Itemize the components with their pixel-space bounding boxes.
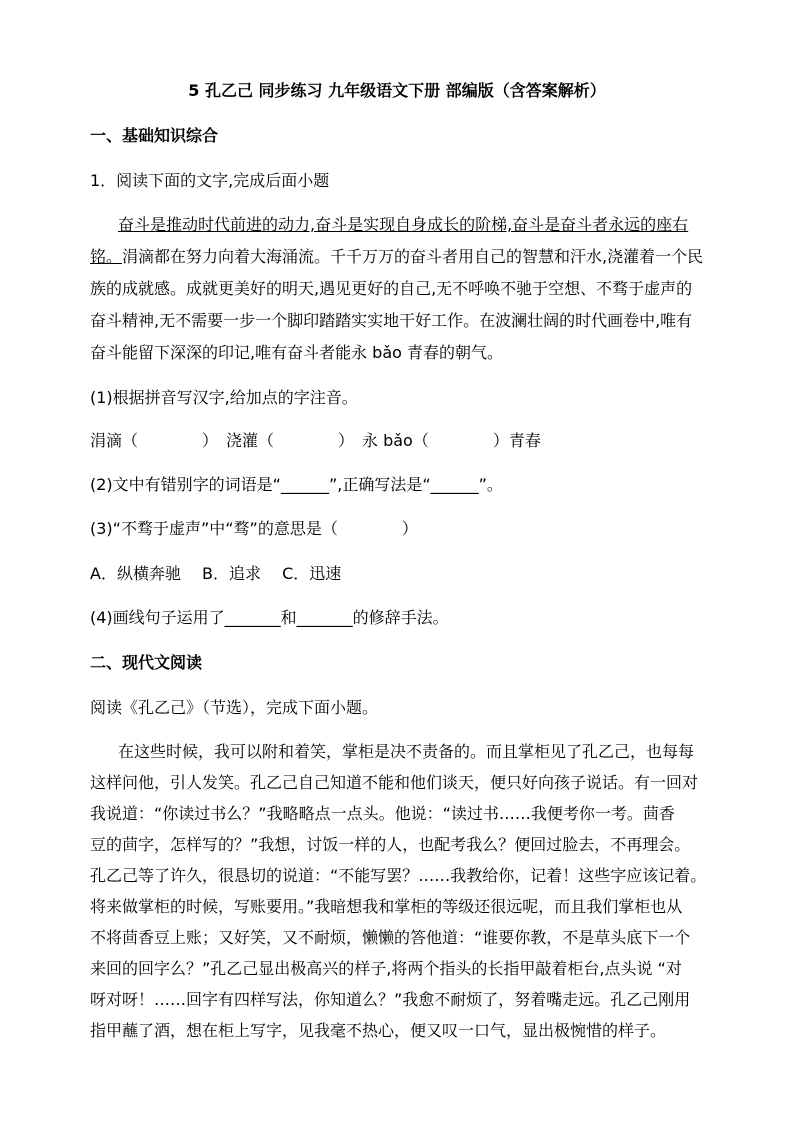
reading-line-8: 来回的回字么？”孔乙己显出极高兴的样子,将两个指头的长指甲敲着柜台,点头说 “对 xyxy=(90,959,682,978)
subquestion-1-blanks: 涓滴（ ） 浇灌（ ） 永 bǎo（ ）青春 xyxy=(90,431,541,450)
passage-line-4: 奋斗精神,无不需要一步一个脚印踏踏实实地干好工作。在波澜壮阔的时代画卷中,唯有 xyxy=(90,311,693,330)
subquestion-3-options: A．纵横奔驰 B．追求 C．迅速 xyxy=(90,564,342,583)
section-heading-2: 二、现代文阅读 xyxy=(90,653,203,672)
reading-line-3: 我说道：“你读过书么？”我略略点一点头。他说：“读过书……我便考你一考。茴香 xyxy=(90,804,675,823)
passage-line-2-text: 涓滴都在努力向着大海涌流。千千万万的奋斗者用自己的智慧和汗水,浇灌着一个民 xyxy=(122,247,704,266)
subquestion-4: (4)画线句子运用了_______和_______的修辞手法。 xyxy=(90,608,449,627)
reading-line-6: 将来做掌柜的时候，写账要用。”我暗想我和掌柜的等级还很远呢，而且我们掌柜也从 xyxy=(90,897,683,916)
reading-line-2: 这样问他，引人发笑。孔乙己自己知道不能和他们谈天，便只好向孩子说话。有一回对 xyxy=(90,773,699,792)
question-1: 1．阅读下面的文字,完成后面小题 xyxy=(90,171,330,190)
passage-underlined-end: 铭。 xyxy=(90,247,123,266)
reading-intro: 阅读《孔乙己》（节选），完成下面小题。 xyxy=(90,698,379,717)
section-heading-1: 一、基础知识综合 xyxy=(90,126,219,145)
passage-line-5: 奋斗能留下深深的印记,唯有奋斗者能永 bǎo 青春的朝气。 xyxy=(90,343,504,362)
reading-line-7: 不将茴香豆上账；又好笑，又不耐烦，懒懒的答他道：“谁要你教，不是草头底下一个 xyxy=(90,928,691,947)
reading-line-10: 指甲蘸了酒，想在柜上写字，见我毫不热心，便又叹一口气，显出极惋惜的样子。 xyxy=(90,1021,667,1040)
page-title: 5 孔乙己 同步练习 九年级语文下册 部编版（含答案解析） xyxy=(188,81,606,100)
reading-line-4: 豆的茴字，怎样写的？”我想，讨饭一样的人，也配考我么？便回过脸去，不再理会。 xyxy=(90,835,691,854)
reading-line-1: 在这些时候，我可以附和着笑，掌柜是决不责备的。而且掌柜见了孔乙己，也每每 xyxy=(118,742,695,761)
passage-underlined-sentence: 奋斗是推动时代前进的动力,奋斗是实现自身成长的阶梯,奋斗是奋斗者永远的座右 xyxy=(118,215,689,234)
passage-line-3: 族的成就感。成就更美好的明天,遇见更好的自己,无不呼唤不驰于空想、不骛于虚声的 xyxy=(90,279,693,298)
subquestion-1: (1)根据拼音写汉字,给加点的字注音。 xyxy=(90,388,358,407)
subquestion-3: (3)“不骛于虚声”中“骛”的意思是（ ） xyxy=(90,519,418,538)
reading-line-9: 呀对呀！……回字有四样写法，你知道么？”我愈不耐烦了，努着嘴走远。孔乙己刚用 xyxy=(90,990,691,1009)
passage-line-2 xyxy=(90,246,710,268)
subquestion-2: (2)文中有错别字的词语是“______”,正确写法是“______”。 xyxy=(90,475,503,494)
reading-line-5: 孔乙己等了许久，很恳切的说道：“不能写罢？……我教给你，记着！这些字应该记着。 xyxy=(90,866,707,885)
